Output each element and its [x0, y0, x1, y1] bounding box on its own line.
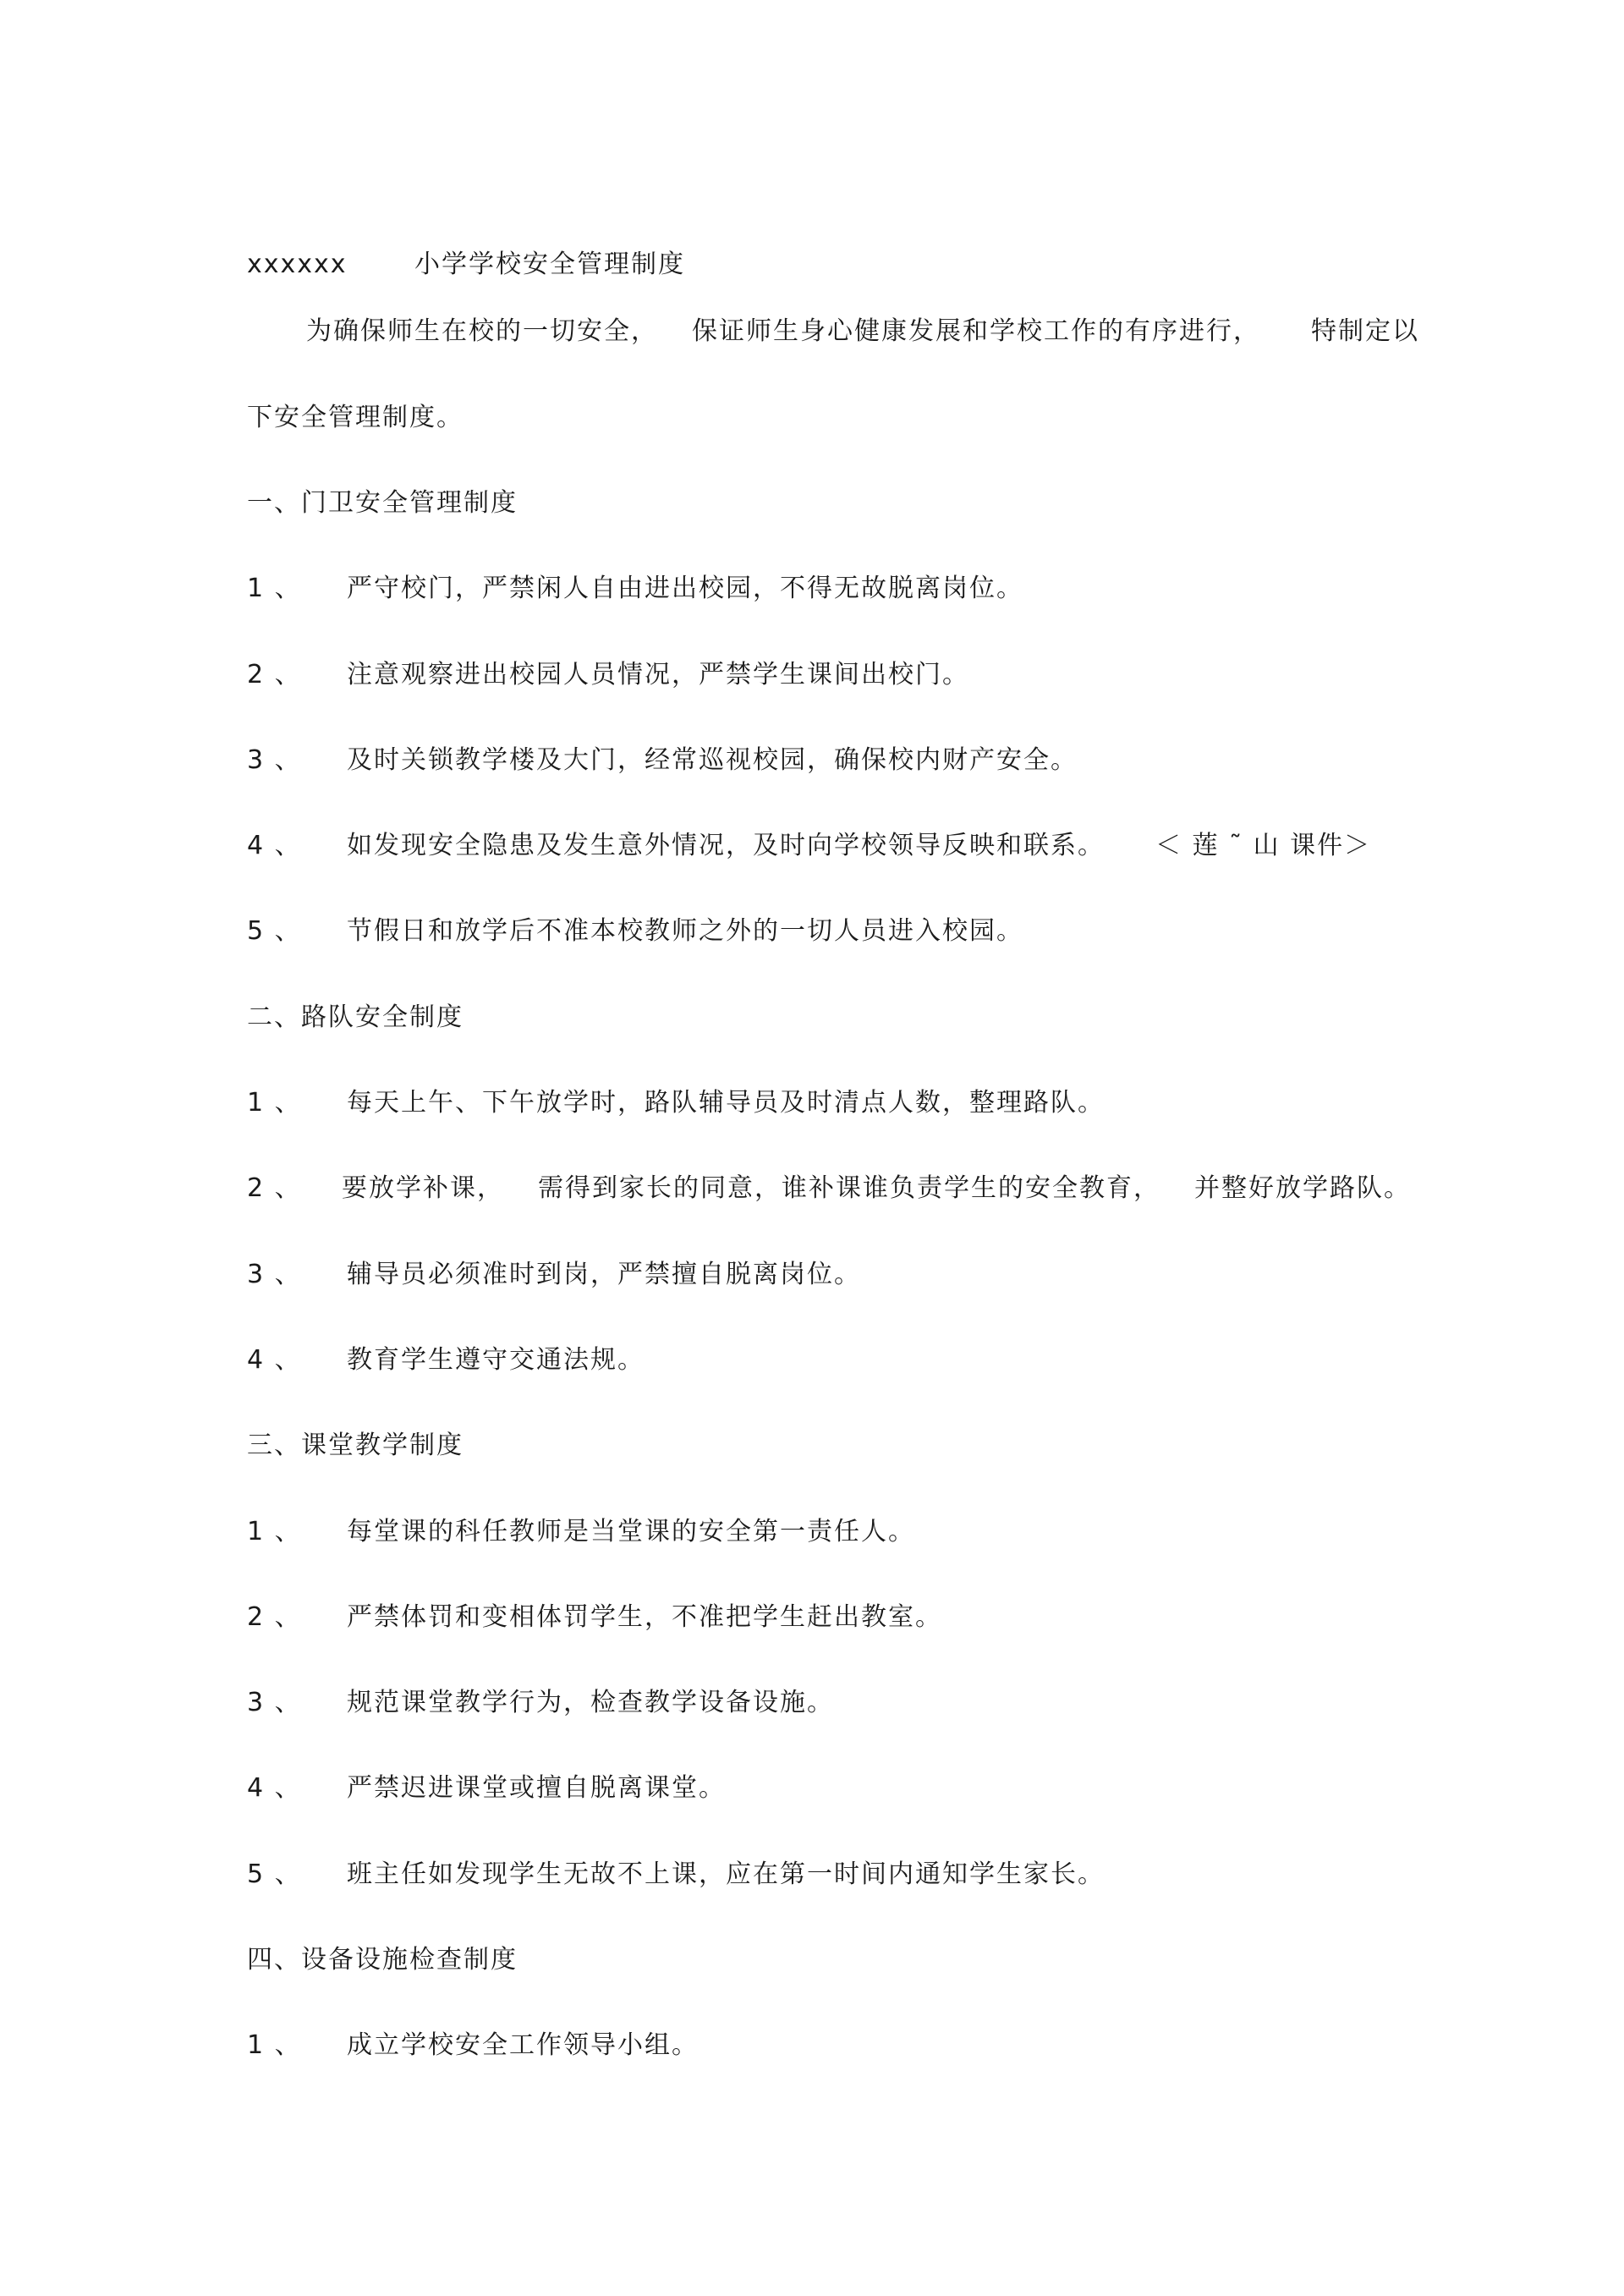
intro-part-1: 为确保师生在校的一切安全， — [306, 316, 658, 346]
item-text: 注意观察进出校园人员情况，严禁学生课间出校门。 — [347, 660, 969, 689]
item-number: 2 、 — [247, 660, 302, 689]
item-text: 每天上午、下午放学时，路队辅导员及时清点人数，整理路队。 — [347, 1088, 1105, 1118]
item-number: 4 、 — [247, 1773, 302, 1803]
intro-part-2: 保证师生身心健康发展和学校工作的有序进行， — [692, 316, 1260, 346]
item-text: 节假日和放学后不准本校教师之外的一切人员进入校园。 — [347, 916, 1023, 946]
item-number: 4 、 — [247, 831, 302, 860]
item-text-part-2: 需得到家长的同意，谁补课谁负责学生的安全教育， — [538, 1173, 1160, 1203]
item-text: 规范课堂教学行为，检查教学设备设施。 — [347, 1688, 834, 1717]
item-text: 成立学校安全工作领导小组。 — [347, 2030, 699, 2060]
item-number: 1 、 — [247, 574, 302, 603]
section-heading: 四、设备设施检查制度 — [247, 1945, 518, 1975]
item-number: 2 、 — [247, 1173, 302, 1203]
item-text — [347, 829, 1371, 863]
section-heading: 三、课堂教学制度 — [247, 1431, 464, 1460]
title-main: 小学学校安全管理制度 — [414, 250, 685, 279]
item-text: 严守校门，严禁闲人自由进出校园，不得无故脱离岗位。 — [347, 574, 1023, 603]
item-text — [342, 1172, 1411, 1206]
intro-line-1 — [306, 315, 1419, 349]
item-number: 2 、 — [247, 1602, 302, 1632]
intro-line-2: 下安全管理制度。 — [247, 403, 464, 432]
item-number: 3 、 — [247, 1260, 302, 1289]
item-text: 辅导员必须准时到岗，严禁擅自脱离岗位。 — [347, 1260, 861, 1289]
title-prefix: xxxxxx — [247, 250, 348, 279]
item-number: 1 、 — [247, 1517, 302, 1546]
item-text-part-1: 要放学补课， — [342, 1173, 504, 1203]
item-text: 严禁体罚和变相体罚学生，不准把学生赶出教室。 — [347, 1602, 942, 1632]
item-number: 1 、 — [247, 1088, 302, 1118]
item-text: 严禁迟进课堂或擅自脱离课堂。 — [347, 1773, 726, 1803]
item-number: 5 、 — [247, 916, 302, 946]
item-text: 每堂课的科任教师是当堂课的安全第一责任人。 — [347, 1517, 915, 1546]
section-heading: 二、路队安全制度 — [247, 1002, 464, 1032]
item-text: 及时关锁教学楼及大门，经常巡视校园，确保校内财产安全。 — [347, 745, 1078, 775]
item-number: 1 、 — [247, 2030, 302, 2060]
item-number: 5 、 — [247, 1859, 302, 1889]
item-text: 班主任如发现学生无故不上课，应在第一时间内通知学生家长。 — [347, 1859, 1105, 1889]
item-number: 3 、 — [247, 1688, 302, 1717]
item-text: 教育学生遵守交通法规。 — [347, 1345, 645, 1375]
item-text-part-3: 并整好放学路队。 — [1194, 1173, 1411, 1203]
item-number: 3 、 — [247, 745, 302, 775]
section-heading: 一、门卫安全管理制度 — [247, 488, 518, 518]
item-number: 4 、 — [247, 1345, 302, 1375]
intro-part-3: 特制定以 — [1311, 316, 1419, 346]
item-note: ＜ 莲 ˜ 山 课件＞ — [1155, 831, 1372, 860]
item-text-main: 如发现安全隐患及发生意外情况，及时向学校领导反映和联系。 — [347, 831, 1105, 860]
